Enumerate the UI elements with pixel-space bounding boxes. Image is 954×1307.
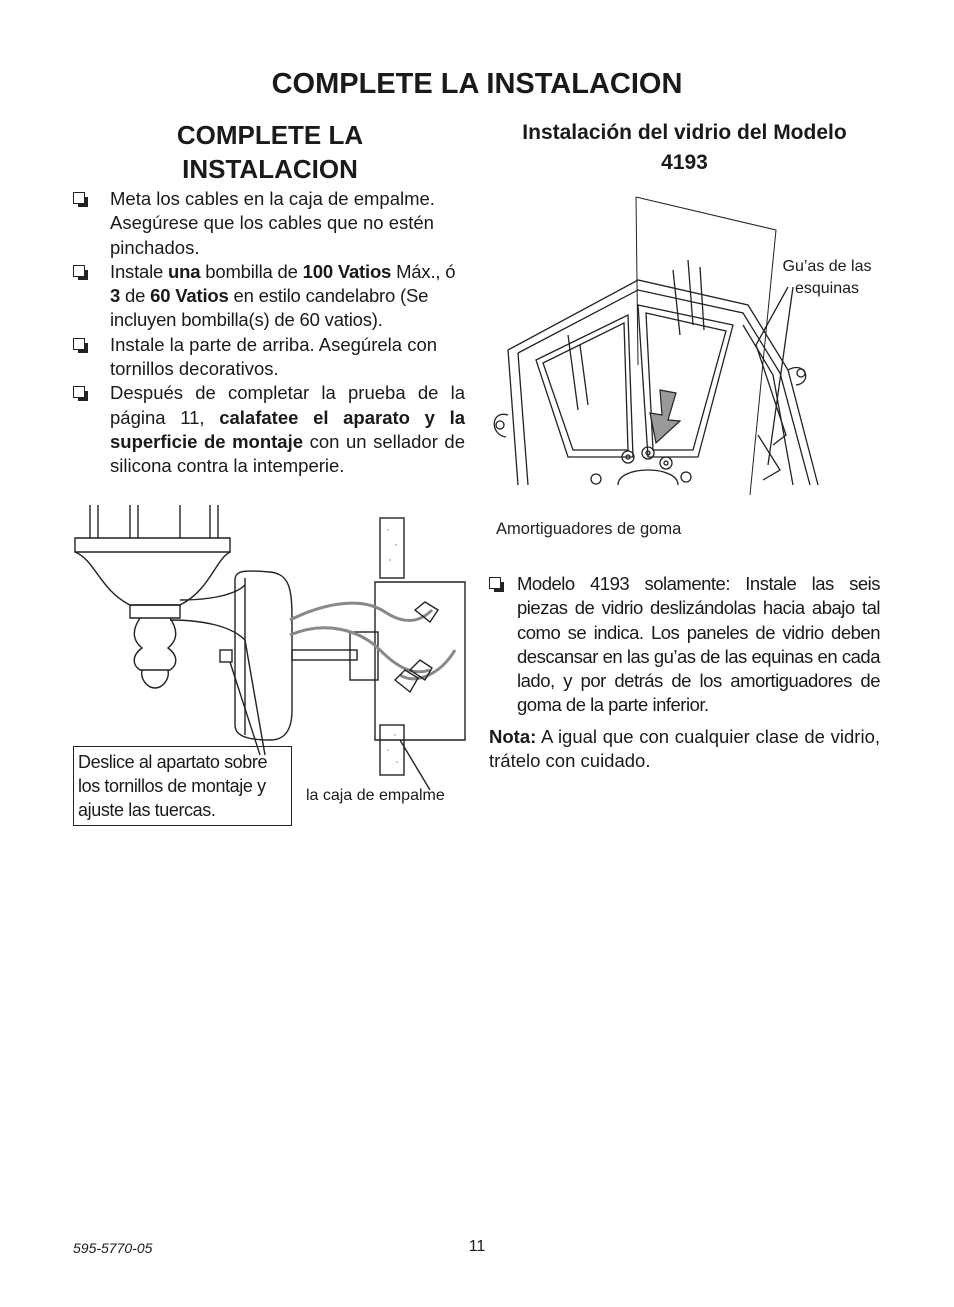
list-item: Instale una bombilla de 100 Vatios Máx., ó 3 de 60 Vatios en estilo candelabro (Se incluyen bombilla(s) de 60 vatios). xyxy=(73,260,465,333)
left-heading xyxy=(110,118,430,186)
left-heading-line2: INSTALACION xyxy=(182,154,358,184)
note-text: A igual que con cualquier clase de vidrio, trátelo con cuidado. xyxy=(489,726,880,772)
list-item: Después de completar la prueba de la página 11, calafatee el aparato y la superficie de montaje con un sellador de silicona contra la intemperie. xyxy=(73,381,465,478)
checkbox-icon xyxy=(489,577,501,589)
rubber-bumpers-label: Amortiguadores de goma xyxy=(496,520,682,538)
list-item: Modelo 4193 solamente: Instale las seis piezas de vidrio deslizándolas hacia abajo tal como se indica. Los paneles de vidrio deben descansar en las gu’as de las equinas en cada lado, y por detrás de los amortiguadores de goma de la parte inferior. xyxy=(489,572,880,718)
right-heading-line2: 4193 xyxy=(661,151,708,174)
instruction-list xyxy=(73,187,465,479)
checkbox-icon xyxy=(73,338,85,350)
note-label: Nota: xyxy=(489,726,537,747)
document-number: 595-5770-05 xyxy=(73,1240,153,1256)
checkbox-icon xyxy=(73,265,85,277)
checkbox-icon xyxy=(73,386,85,398)
glass-instruction xyxy=(489,572,880,718)
right-heading xyxy=(489,118,880,178)
left-heading-line1: COMPLETE LA xyxy=(176,120,364,150)
note-paragraph xyxy=(489,725,880,774)
right-heading-line1: Instalación del vidrio del Modelo xyxy=(522,121,847,144)
page-title: COMPLETE LA INSTALACION xyxy=(271,68,683,100)
junction-box-label: la caja de empalme xyxy=(306,787,445,804)
list-item: Meta los cables en la caja de empalme. Asegúrese que los cables que no estén pinchados. xyxy=(73,187,465,260)
checkbox-icon xyxy=(73,192,85,204)
corner-guides-label: Gu’as de las esquinas xyxy=(782,258,872,297)
callout-box: Deslice al apartato sobre los tornillos de montaje y ajuste las tuercas. xyxy=(73,746,292,826)
glass-installation-diagram xyxy=(488,195,828,495)
down-arrow-icon xyxy=(650,390,680,443)
page-number: 11 xyxy=(468,1238,486,1255)
list-item: Instale la parte de arriba. Asegúrela con tornillos decorativos. xyxy=(73,333,465,382)
